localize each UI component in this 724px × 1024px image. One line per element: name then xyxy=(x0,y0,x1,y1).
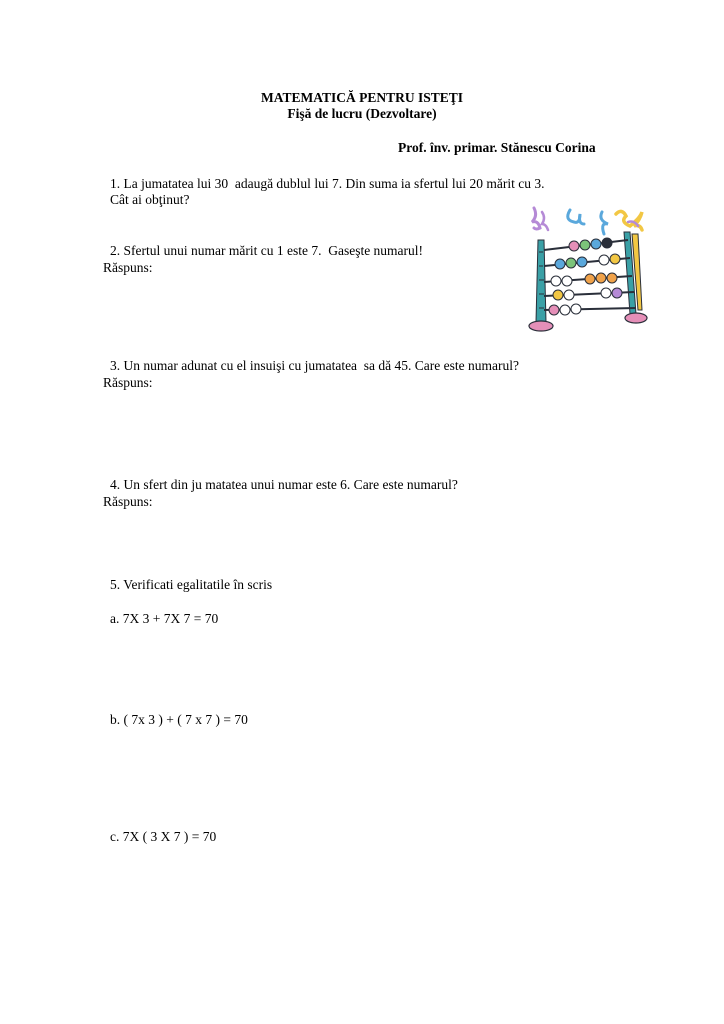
exercise-2-answer-label: Răspuns: xyxy=(103,260,153,275)
exercise-3-text: 3. Un numar adunat cu el insuişi cu jumatatea sa dă 45. Care este numarul? xyxy=(110,358,519,373)
exercise-5b: b. ( 7x 3 ) + ( 7 x 7 ) = 70 xyxy=(110,712,248,727)
page-title: MATEMATICĂ PENTRU ISTEŢI xyxy=(260,90,464,105)
exercise-1-text: 1. La jumatatea lui 30 adaugă dublul lui 7. Din suma ia sfertul lui 20 mărit cu 3. xyxy=(110,176,545,191)
abacus-icon xyxy=(520,204,658,340)
exercise-4-text: 4. Un sfert din ju matatea unui numar este 6. Care este numarul? xyxy=(110,477,458,492)
author-line: Prof. înv. primar. Stănescu Corina xyxy=(398,140,596,155)
exercise-1-question: Cât ai obţinut? xyxy=(110,192,190,207)
exercise-2-text: 2. Sfertul unui numar mărit cu 1 este 7. Gaseşte numarul! xyxy=(110,243,424,258)
exercise-4-answer-label: Răspuns: xyxy=(103,494,153,509)
exercise-5c: c. 7X ( 3 X 7 ) = 70 xyxy=(110,829,217,844)
page-subtitle: Fişă de lucru (Dezvoltare) xyxy=(287,106,437,121)
exercise-5-text: 5. Verificati egalitatile în scris xyxy=(110,577,273,592)
exercise-5a: a. 7X 3 + 7X 7 = 70 xyxy=(110,611,219,626)
exercise-3-answer-label: Răspuns: xyxy=(103,375,153,390)
